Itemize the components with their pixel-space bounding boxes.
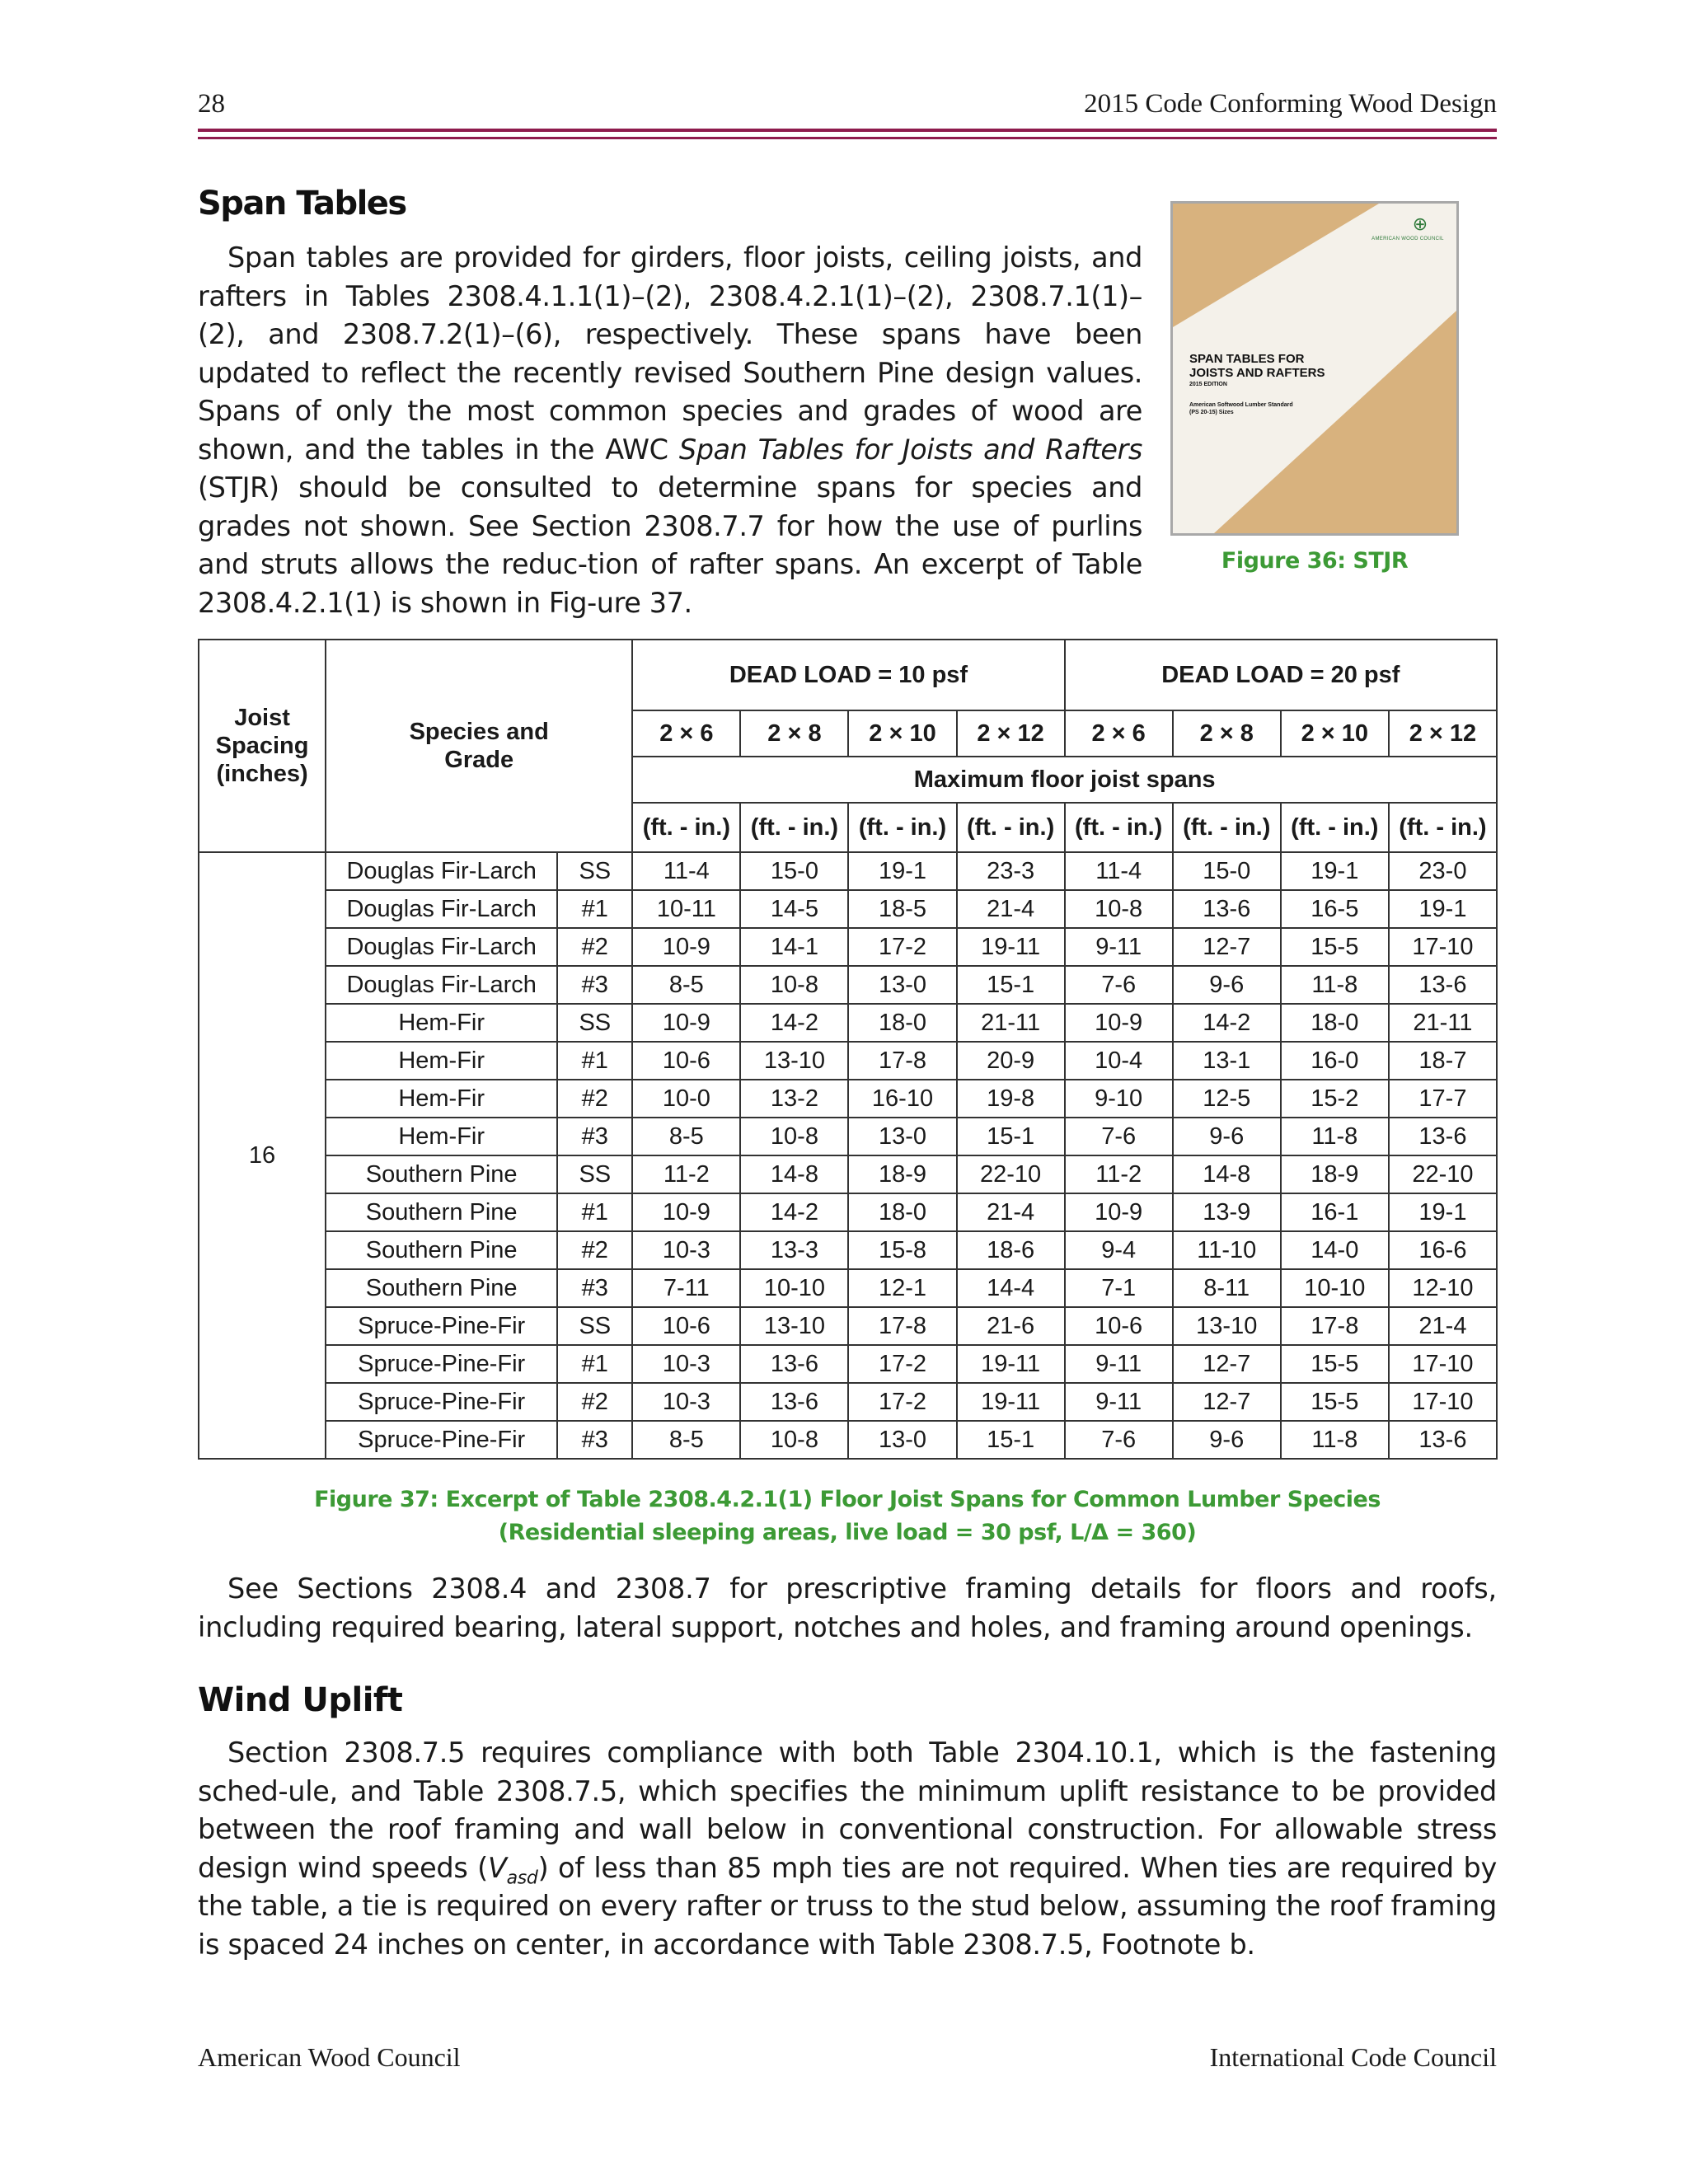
span-value-cell: 15-0 <box>1173 852 1281 890</box>
size-header: 2 × 12 <box>957 710 1065 757</box>
span-value-cell: 13-2 <box>740 1080 848 1118</box>
species-cell: Spruce-Pine-Fir <box>326 1383 557 1421</box>
span-value-cell: 14-8 <box>740 1155 848 1193</box>
span-value-cell: 7-6 <box>1065 1118 1173 1155</box>
span-value-cell: 17-10 <box>1389 1383 1497 1421</box>
span-value-cell: 14-2 <box>740 1004 848 1042</box>
span-value-cell: 22-10 <box>957 1155 1065 1193</box>
span-value-cell: 11-8 <box>1281 966 1389 1004</box>
species-cell: Douglas Fir-Larch <box>326 966 557 1004</box>
span-value-cell: 10-8 <box>1065 890 1173 928</box>
span-value-cell: 13-10 <box>1173 1307 1281 1345</box>
span-value-cell: 8-5 <box>632 1118 740 1155</box>
species-cell: Douglas Fir-Larch <box>326 928 557 966</box>
header-rule-top <box>198 129 1497 132</box>
span-value-cell: 13-0 <box>848 1421 956 1459</box>
species-cell: Hem-Fir <box>326 1042 557 1080</box>
span-value-cell: 12-7 <box>1173 1383 1281 1421</box>
span-value-cell: 20-9 <box>957 1042 1065 1080</box>
table-row <box>199 966 1497 1004</box>
table-row <box>199 1383 1497 1421</box>
span-value-cell: 19-1 <box>1389 1193 1497 1231</box>
table-row <box>199 1080 1497 1118</box>
size-header: 2 × 8 <box>1173 710 1281 757</box>
table-row <box>199 1421 1497 1459</box>
unit-header: (ft. - in.) <box>957 803 1065 852</box>
grade-cell: SS <box>557 1004 632 1042</box>
figure-37-caption <box>198 1483 1497 1549</box>
span-value-cell: 21-11 <box>957 1004 1065 1042</box>
span-value-cell: 17-10 <box>1389 928 1497 966</box>
species-cell: Southern Pine <box>326 1155 557 1193</box>
framing-details-paragraph: See Sections 2308.4 and 2308.7 for prescriptive framing details for floors and roofs, including required bearing, lateral support, notches and holes, and framing around openings. <box>198 1572 1497 1643</box>
span-value-cell: 17-8 <box>848 1042 956 1080</box>
span-value-cell: 10-3 <box>632 1231 740 1269</box>
grade-cell: SS <box>557 852 632 890</box>
span-value-cell: 11-8 <box>1281 1118 1389 1155</box>
table-row <box>199 1345 1497 1383</box>
span-value-cell: 21-4 <box>957 890 1065 928</box>
species-cell: Spruce-Pine-Fir <box>326 1307 557 1345</box>
unit-header: (ft. - in.) <box>632 803 740 852</box>
span-value-cell: 13-6 <box>1389 966 1497 1004</box>
span-value-cell: 10-8 <box>740 1118 848 1155</box>
span-value-cell: 14-8 <box>1173 1155 1281 1193</box>
unit-header: (ft. - in.) <box>1389 803 1497 852</box>
span-value-cell: 15-5 <box>1281 1383 1389 1421</box>
size-header: 2 × 8 <box>740 710 848 757</box>
span-value-cell: 18-0 <box>1281 1004 1389 1042</box>
span-value-cell: 13-10 <box>740 1307 848 1345</box>
species-cell: Spruce-Pine-Fir <box>326 1421 557 1459</box>
cover-edition: 2015 EDITION <box>1189 382 1227 387</box>
grade-cell: SS <box>557 1155 632 1193</box>
span-value-cell: 10-10 <box>740 1269 848 1307</box>
book-title: 2015 Code Conforming Wood Design <box>1084 89 1497 119</box>
span-value-cell: 17-8 <box>1281 1307 1389 1345</box>
page-number: 28 <box>198 89 225 119</box>
span-value-cell: 15-2 <box>1281 1080 1389 1118</box>
section-heading-span-tables: Span Tables <box>198 185 406 223</box>
span-value-cell: 10-11 <box>632 890 740 928</box>
cover-title: SPAN TABLES FOR JOISTS AND RAFTERS <box>1189 352 1325 380</box>
span-value-cell: 19-11 <box>957 1383 1065 1421</box>
span-value-cell: 15-5 <box>1281 1345 1389 1383</box>
grade-cell: #3 <box>557 966 632 1004</box>
span-value-cell: 9-11 <box>1065 1383 1173 1421</box>
span-value-cell: 10-6 <box>632 1042 740 1080</box>
span-value-cell: 9-11 <box>1065 1345 1173 1383</box>
span-value-cell: 8-11 <box>1173 1269 1281 1307</box>
span-value-cell: 10-10 <box>1281 1269 1389 1307</box>
span-value-cell: 8-5 <box>632 1421 740 1459</box>
span-value-cell: 14-1 <box>740 928 848 966</box>
table-row <box>199 1307 1497 1345</box>
wind-text-a: Section 2308.7.5 requires compliance with both Table 2304.10.1, which is the fastening sched-ule, and Table 2308.7.5, which specifies the minimum uplift resistance to be provided between the roof framing and wall below in conventional construction. For allowable stress design wind speeds ( <box>198 1736 1497 1884</box>
wind-uplift-paragraph <box>198 1734 1497 1964</box>
span-value-cell: 13-6 <box>740 1383 848 1421</box>
species-cell: Hem-Fir <box>326 1080 557 1118</box>
unit-header: (ft. - in.) <box>1281 803 1389 852</box>
span-value-cell: 18-9 <box>1281 1155 1389 1193</box>
cover-subtitle: American Softwood Lumber Standard (PS 20-15) Sizes <box>1189 402 1293 415</box>
span-value-cell: 12-10 <box>1389 1269 1497 1307</box>
wind-text-b: ) of less than 85 mph ties are not required. When ties are required by the table, a tie is required on every rafter or truss to the stud below, assuming the roof framing is spaced 24 inches on center, in accordance with Table 2308.7.5, Footnote b. <box>198 1851 1497 1961</box>
span-value-cell: 15-1 <box>957 1421 1065 1459</box>
table-body <box>199 852 1497 1459</box>
span-value-cell: 19-1 <box>1389 890 1497 928</box>
span-value-cell: 15-8 <box>848 1231 956 1269</box>
span-value-cell: 10-6 <box>1065 1307 1173 1345</box>
dead-load-10-header: DEAD LOAD = 10 psf <box>632 640 1064 710</box>
species-grade-header: Species and Grade <box>326 640 632 852</box>
grade-cell: SS <box>557 1307 632 1345</box>
joist-spacing-value: 16 <box>199 852 326 1459</box>
span-value-cell: 17-2 <box>848 928 956 966</box>
span-value-cell: 21-4 <box>957 1193 1065 1231</box>
span-value-cell: 10-9 <box>1065 1004 1173 1042</box>
span-value-cell: 19-1 <box>848 852 956 890</box>
size-header: 2 × 6 <box>1065 710 1173 757</box>
size-header: 2 × 10 <box>1281 710 1389 757</box>
span-value-cell: 13-0 <box>848 966 956 1004</box>
span-value-cell: 10-6 <box>632 1307 740 1345</box>
vasd-symbol: $V_{asd}$ <box>487 1851 538 1889</box>
section-heading-wind-uplift: Wind Uplift <box>198 1681 403 1719</box>
span-value-cell: 11-4 <box>1065 852 1173 890</box>
table-row <box>199 852 1497 890</box>
span-value-cell: 16-0 <box>1281 1042 1389 1080</box>
size-header: 2 × 10 <box>848 710 956 757</box>
span-value-cell: 19-8 <box>957 1080 1065 1118</box>
running-header <box>198 89 1497 125</box>
footer-right: International Code Council <box>1209 2042 1497 2072</box>
span-value-cell: 12-7 <box>1173 1345 1281 1383</box>
unit-header: (ft. - in.) <box>848 803 956 852</box>
span-tables-paragraph <box>198 239 1142 622</box>
span-value-cell: 13-6 <box>1389 1421 1497 1459</box>
span-value-cell: 19-11 <box>957 928 1065 966</box>
span-value-cell: 10-9 <box>632 1193 740 1231</box>
span-value-cell: 13-6 <box>1173 890 1281 928</box>
span-value-cell: 15-1 <box>957 966 1065 1004</box>
grade-cell: #3 <box>557 1118 632 1155</box>
figure-36-caption: Figure 36: STJR <box>1221 548 1409 574</box>
figure-37-caption-line1: Figure 37: Excerpt of Table 2308.4.2.1(1) Floor Joist Spans for Common Lumber Species <box>314 1487 1381 1512</box>
grade-cell: #2 <box>557 1383 632 1421</box>
grade-cell: #2 <box>557 1080 632 1118</box>
grade-cell: #2 <box>557 1231 632 1269</box>
dead-load-20-header: DEAD LOAD = 20 psf <box>1065 640 1497 710</box>
species-cell: Hem-Fir <box>326 1004 557 1042</box>
species-cell: Douglas Fir-Larch <box>326 852 557 890</box>
table-row <box>199 890 1497 928</box>
span-value-cell: 15-1 <box>957 1118 1065 1155</box>
grade-cell: #1 <box>557 1193 632 1231</box>
span-value-cell: 18-9 <box>848 1155 956 1193</box>
unit-header: (ft. - in.) <box>1173 803 1281 852</box>
span-value-cell: 14-4 <box>957 1269 1065 1307</box>
span-value-cell: 16-6 <box>1389 1231 1497 1269</box>
species-cell: Spruce-Pine-Fir <box>326 1345 557 1383</box>
size-header: 2 × 12 <box>1389 710 1497 757</box>
span-value-cell: 17-10 <box>1389 1345 1497 1383</box>
span-value-cell: 18-7 <box>1389 1042 1497 1080</box>
table-row <box>199 1231 1497 1269</box>
span-value-cell: 11-8 <box>1281 1421 1389 1459</box>
max-spans-header: Maximum floor joist spans <box>632 757 1497 803</box>
grade-cell: #3 <box>557 1269 632 1307</box>
span-value-cell: 17-7 <box>1389 1080 1497 1118</box>
span-value-cell: 19-1 <box>1281 852 1389 890</box>
grade-cell: #1 <box>557 1345 632 1383</box>
span-value-cell: 23-0 <box>1389 852 1497 890</box>
unit-header: (ft. - in.) <box>1065 803 1173 852</box>
span-value-cell: 10-3 <box>632 1345 740 1383</box>
span-value-cell: 12-7 <box>1173 928 1281 966</box>
span-value-cell: 21-11 <box>1389 1004 1497 1042</box>
species-cell: Southern Pine <box>326 1193 557 1231</box>
span-value-cell: 9-6 <box>1173 1421 1281 1459</box>
grade-cell: #3 <box>557 1421 632 1459</box>
span-value-cell: 10-8 <box>740 966 848 1004</box>
span-value-cell: 9-4 <box>1065 1231 1173 1269</box>
unit-header: (ft. - in.) <box>740 803 848 852</box>
span-value-cell: 14-5 <box>740 890 848 928</box>
span-value-cell: 18-5 <box>848 890 956 928</box>
span-value-cell: 9-6 <box>1173 966 1281 1004</box>
span-value-cell: 10-9 <box>632 1004 740 1042</box>
span-value-cell: 13-10 <box>740 1042 848 1080</box>
span-value-cell: 10-9 <box>632 928 740 966</box>
span-value-cell: 14-2 <box>1173 1004 1281 1042</box>
span-value-cell: 18-0 <box>848 1193 956 1231</box>
grade-cell: #1 <box>557 1042 632 1080</box>
span-value-cell: 13-3 <box>740 1231 848 1269</box>
size-header: 2 × 6 <box>632 710 740 757</box>
span-value-cell: 13-1 <box>1173 1042 1281 1080</box>
cover-org-name: AMERICAN WOOD COUNCIL <box>1372 237 1444 241</box>
span-value-cell: 11-4 <box>632 852 740 890</box>
span-value-cell: 13-6 <box>740 1345 848 1383</box>
footer-left: American Wood Council <box>198 2042 461 2072</box>
header-rule-bottom <box>198 137 1497 139</box>
span-value-cell: 9-6 <box>1173 1118 1281 1155</box>
span-value-cell: 18-6 <box>957 1231 1065 1269</box>
species-cell: Southern Pine <box>326 1269 557 1307</box>
span-value-cell: 23-3 <box>957 852 1065 890</box>
span-value-cell: 10-3 <box>632 1383 740 1421</box>
span-value-cell: 7-1 <box>1065 1269 1173 1307</box>
paragraph-text-a: Span tables are provided for girders, floor joists, ceiling joists, and rafters in Tables 2308.4.1.1(1)–(2), 2308.4.2.1(1)–(2), 2308.7.1(1)–(2), and 2308.7.2(1)–(6), respectively. These spans have been updated to reflect the recently revised Southern Pine design values. Spans of only the most common species and grades of wood are shown, and the tables in the AWC <box>198 241 1142 466</box>
span-value-cell: 9-11 <box>1065 928 1173 966</box>
span-value-cell: 17-2 <box>848 1383 956 1421</box>
span-value-cell: 10-8 <box>740 1421 848 1459</box>
span-value-cell: 10-0 <box>632 1080 740 1118</box>
span-value-cell: 21-4 <box>1389 1307 1497 1345</box>
span-value-cell: 19-11 <box>957 1345 1065 1383</box>
species-cell: Southern Pine <box>326 1231 557 1269</box>
grade-cell: #2 <box>557 928 632 966</box>
figure-37-caption-line2: (Residential sleeping areas, live load = 30 psf, L/Δ = 360) <box>498 1520 1197 1545</box>
species-cell: Douglas Fir-Larch <box>326 890 557 928</box>
span-value-cell: 12-5 <box>1173 1080 1281 1118</box>
table-row <box>199 1193 1497 1231</box>
table-row <box>199 1118 1497 1155</box>
grade-cell: #1 <box>557 890 632 928</box>
span-value-cell: 9-10 <box>1065 1080 1173 1118</box>
span-value-cell: 7-6 <box>1065 966 1173 1004</box>
joist-spacing-header: Joist Spacing (inches) <box>199 640 326 852</box>
span-value-cell: 7-11 <box>632 1269 740 1307</box>
span-value-cell: 22-10 <box>1389 1155 1497 1193</box>
table-row <box>199 1042 1497 1080</box>
span-value-cell: 16-10 <box>848 1080 956 1118</box>
span-value-cell: 15-0 <box>740 852 848 890</box>
span-value-cell: 13-0 <box>848 1118 956 1155</box>
table-row <box>199 1155 1497 1193</box>
span-value-cell: 16-5 <box>1281 890 1389 928</box>
paragraph-text-b: (STJR) should be consulted to determine spans for species and grades not shown. See Section 2308.7.7 for how the use of purlins and struts allows the reduc-tion of rafter spans. An excerpt of Table 2308.4.2.1(1) is shown in Fig-ure 37. <box>198 471 1142 619</box>
awc-logo-icon: ⊕ <box>1412 213 1428 234</box>
stjr-title-italic: Span Tables for Joists and Rafters <box>678 433 1142 466</box>
species-cell: Hem-Fir <box>326 1118 557 1155</box>
span-value-cell: 11-10 <box>1173 1231 1281 1269</box>
span-value-cell: 10-4 <box>1065 1042 1173 1080</box>
stjr-cover-image <box>1170 201 1459 536</box>
span-value-cell: 17-2 <box>848 1345 956 1383</box>
span-value-cell: 18-0 <box>848 1004 956 1042</box>
span-value-cell: 10-9 <box>1065 1193 1173 1231</box>
span-value-cell: 13-6 <box>1389 1118 1497 1155</box>
table-row <box>199 1004 1497 1042</box>
span-value-cell: 12-1 <box>848 1269 956 1307</box>
span-value-cell: 13-9 <box>1173 1193 1281 1231</box>
table-row <box>199 928 1497 966</box>
table-row <box>199 1269 1497 1307</box>
span-value-cell: 14-0 <box>1281 1231 1389 1269</box>
span-value-cell: 11-2 <box>1065 1155 1173 1193</box>
span-value-cell: 11-2 <box>632 1155 740 1193</box>
span-value-cell: 14-2 <box>740 1193 848 1231</box>
span-value-cell: 16-1 <box>1281 1193 1389 1231</box>
span-value-cell: 7-6 <box>1065 1421 1173 1459</box>
span-value-cell: 17-8 <box>848 1307 956 1345</box>
span-value-cell: 15-5 <box>1281 928 1389 966</box>
span-value-cell: 8-5 <box>632 966 740 1004</box>
floor-joist-span-table <box>198 639 1498 1460</box>
span-value-cell: 21-6 <box>957 1307 1065 1345</box>
